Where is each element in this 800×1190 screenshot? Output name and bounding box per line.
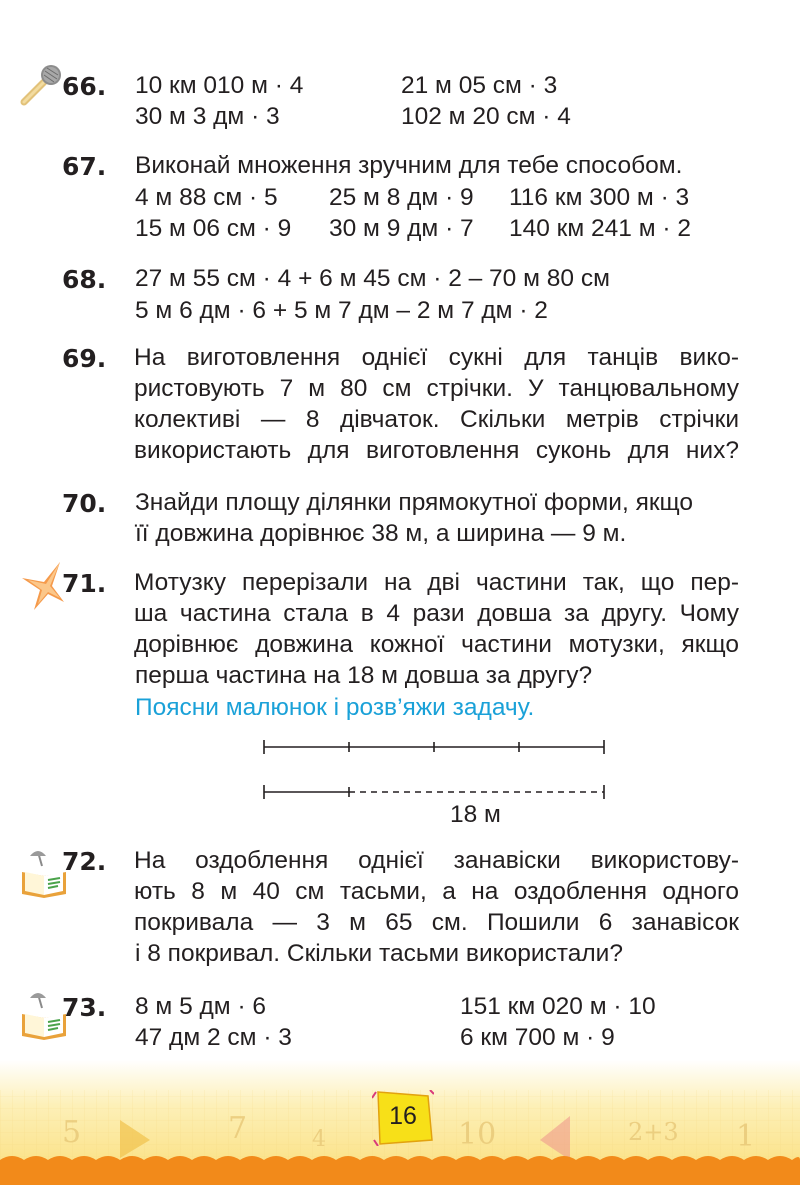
svg-text:1: 1 (736, 1119, 756, 1154)
expression: 25 м 8 дм · 9 (329, 184, 474, 211)
expression: 151 км 020 м · 10 (460, 993, 656, 1020)
problem-number: 69. (62, 344, 107, 373)
problem-number: 73. (62, 993, 107, 1022)
svg-text:2+3: 2+3 (628, 1118, 679, 1146)
problem-number: 72. (62, 847, 107, 876)
expression: 10 км 010 м · 4 (135, 72, 304, 99)
problem-text: ристовують 7 м 80 см стрічки. У танцювальному (134, 375, 739, 402)
star-icon (20, 560, 68, 617)
problem-text: покривала — 3 м 65 см. Пошили 6 занавісок (134, 909, 739, 936)
expression: 140 км 241 м · 2 (509, 215, 691, 242)
problem-text: її довжина дорівнює 38 м, а ширина — 9 м. (135, 520, 627, 547)
expression: 102 м 20 см · 4 (401, 103, 571, 130)
problem-text: і 8 покривал. Скільки тасьми використали? (135, 940, 623, 967)
problem-number: 70. (62, 489, 107, 518)
problem-text: На оздоблення однієї занавіски використову- (134, 847, 739, 874)
book-lamp-icon (20, 990, 68, 1045)
problem-text: На виготовлення однієї сукні для танців вико- (134, 344, 739, 371)
svg-text:5: 5 (62, 1115, 82, 1150)
page-footer (0, 1060, 800, 1185)
problem-text: ша частина стала в 4 рази довша за другу. Чому (134, 600, 739, 627)
problem-text: колективі — 8 дівчаток. Скільки метрів стрічки (134, 406, 739, 433)
expression: 4 м 88 см · 5 (135, 184, 278, 211)
segment-lines (258, 736, 618, 806)
expression: 5 м 6 дм · 6 + 5 м 7 дм – 2 м 7 дм · 2 (135, 297, 548, 324)
page-number-badge (372, 1090, 434, 1146)
svg-text:4: 4 (312, 1127, 326, 1152)
problem-text: дорівнює довжина кожної частини мотузки, якщо (134, 631, 739, 658)
book-lamp-icon (20, 848, 68, 903)
problem-text: ють 8 м 40 см тасьми, а на оздоблення одного (134, 878, 739, 905)
expression: 47 дм 2 см · 3 (135, 1024, 292, 1051)
problem-text: Знайди площу ділянки прямокутної форми, якщо (135, 489, 694, 516)
problem-number: 66. (62, 72, 107, 101)
expression: 30 м 9 дм · 7 (329, 215, 474, 242)
diagram-label: 18 м (450, 801, 501, 828)
expression: 27 м 55 см · 4 + 6 м 45 см · 2 – 70 м 80 см (135, 265, 610, 292)
expression: 21 м 05 см · 3 (401, 72, 558, 99)
svg-text:10: 10 (458, 1117, 497, 1152)
expression: 6 км 700 м · 9 (460, 1024, 615, 1051)
problem-text: Виконай множення зручним для тебе способом. (135, 152, 683, 179)
problem-text: використають для виготовлення суконь для них? (134, 437, 739, 464)
problem-number: 67. (62, 152, 107, 181)
page-number: 16 (389, 1102, 417, 1130)
expression: 116 км 300 м · 3 (509, 184, 690, 211)
expression: 8 м 5 дм · 6 (135, 993, 267, 1020)
hint-text: Поясни малюнок і розв’яжи задачу. (135, 694, 535, 721)
segment-diagram (258, 736, 618, 836)
problem-text: перша частина на 18 м довша за другу? (135, 662, 593, 689)
problem-number: 68. (62, 265, 107, 294)
svg-text:7: 7 (228, 1111, 248, 1146)
problem-number: 71. (62, 569, 107, 598)
expression: 30 м 3 дм · 3 (135, 103, 280, 130)
expression: 15 м 06 см · 9 (135, 215, 292, 242)
problem-text: Мотузку перерізали на дві частини так, що пер- (134, 569, 739, 596)
microphone-icon (18, 62, 64, 113)
